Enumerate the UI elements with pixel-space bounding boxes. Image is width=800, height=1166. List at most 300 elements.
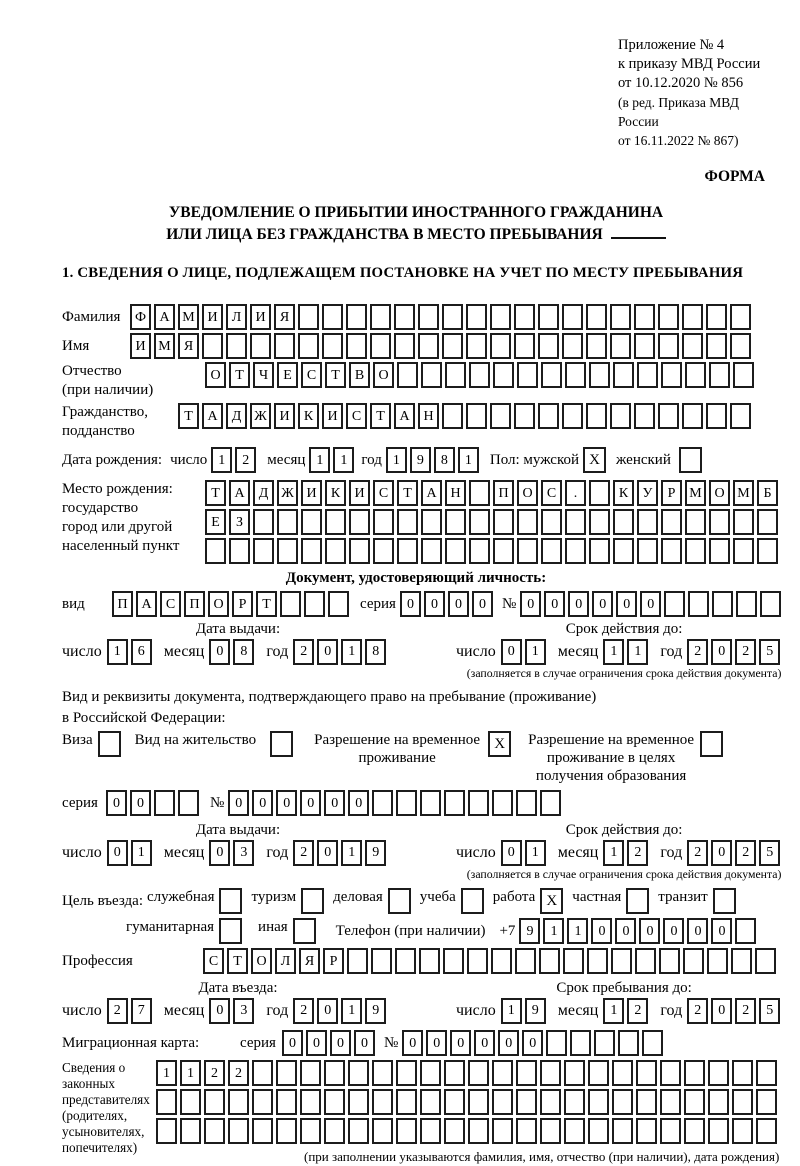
char-cell[interactable] [683, 948, 704, 974]
char-cell[interactable] [588, 1089, 609, 1115]
char-cell[interactable] [613, 362, 634, 388]
char-cell[interactable] [396, 1089, 417, 1115]
char-cell[interactable] [757, 538, 778, 564]
char-cell[interactable]: Т [256, 591, 277, 617]
char-cell[interactable]: 0 [424, 591, 445, 617]
char-cell[interactable]: О [373, 362, 394, 388]
char-cell[interactable] [396, 1060, 417, 1086]
char-cell[interactable] [730, 333, 751, 359]
char-cell[interactable] [755, 948, 776, 974]
char-cell[interactable]: 0 [592, 591, 613, 617]
char-cell[interactable]: 2 [627, 998, 648, 1024]
char-cell[interactable] [180, 1089, 201, 1115]
char-cell[interactable]: 2 [107, 998, 128, 1024]
char-cell[interactable] [540, 790, 561, 816]
char-cell[interactable]: 1 [567, 918, 588, 944]
char-cell[interactable]: 5 [759, 639, 780, 665]
char-cell[interactable]: 2 [627, 840, 648, 866]
char-cell[interactable]: Т [229, 362, 250, 388]
char-cell[interactable] [637, 362, 658, 388]
char-cell[interactable] [517, 509, 538, 535]
char-cell[interactable] [322, 333, 343, 359]
char-cell[interactable] [371, 948, 392, 974]
char-cell[interactable] [538, 403, 559, 429]
char-cell[interactable] [444, 1118, 465, 1144]
char-cell[interactable]: 0 [317, 639, 338, 665]
char-cell[interactable]: Л [275, 948, 296, 974]
char-cell[interactable]: И [250, 304, 271, 330]
char-cell[interactable]: 0 [501, 639, 522, 665]
char-cell[interactable]: Д [226, 403, 247, 429]
char-cell[interactable]: М [154, 333, 175, 359]
char-cell[interactable] [419, 948, 440, 974]
char-cell[interactable]: 0 [106, 790, 127, 816]
char-cell[interactable] [370, 304, 391, 330]
char-cell[interactable] [252, 1118, 273, 1144]
char-cell[interactable] [660, 1060, 681, 1086]
char-cell[interactable] [328, 591, 349, 617]
char-cell[interactable] [228, 1118, 249, 1144]
char-cell[interactable] [730, 304, 751, 330]
char-cell[interactable] [516, 1089, 537, 1115]
char-cell[interactable] [586, 403, 607, 429]
char-cell[interactable] [684, 1060, 705, 1086]
char-cell[interactable]: А [421, 480, 442, 506]
char-cell[interactable]: И [349, 480, 370, 506]
char-cell[interactable] [228, 1089, 249, 1115]
char-cell[interactable]: 9 [365, 840, 386, 866]
char-cell[interactable]: Д [253, 480, 274, 506]
char-cell[interactable] [348, 1089, 369, 1115]
char-cell[interactable]: П [493, 480, 514, 506]
char-cell[interactable] [514, 333, 535, 359]
char-cell[interactable] [684, 1089, 705, 1115]
char-cell[interactable]: 1 [627, 639, 648, 665]
char-cell[interactable]: Я [299, 948, 320, 974]
char-cell[interactable]: С [160, 591, 181, 617]
char-cell[interactable] [348, 1060, 369, 1086]
char-cell[interactable]: Н [418, 403, 439, 429]
char-cell[interactable]: И [301, 480, 322, 506]
char-cell[interactable]: 0 [472, 591, 493, 617]
char-cell[interactable]: 9 [519, 918, 540, 944]
char-cell[interactable] [204, 1089, 225, 1115]
char-cell[interactable] [642, 1030, 663, 1056]
char-cell[interactable] [418, 333, 439, 359]
char-cell[interactable] [467, 948, 488, 974]
char-cell[interactable]: 9 [525, 998, 546, 1024]
char-cell[interactable] [658, 304, 679, 330]
char-cell[interactable] [346, 304, 367, 330]
char-cell[interactable]: 0 [252, 790, 273, 816]
char-cell[interactable] [564, 1118, 585, 1144]
char-cell[interactable] [589, 538, 610, 564]
char-cell[interactable] [538, 304, 559, 330]
char-cell[interactable]: Ч [253, 362, 274, 388]
char-cell[interactable] [688, 591, 709, 617]
char-cell[interactable] [277, 509, 298, 535]
char-cell[interactable] [706, 403, 727, 429]
char-cell[interactable]: А [394, 403, 415, 429]
temp-residence-checkbox[interactable]: X [488, 731, 511, 757]
char-cell[interactable]: И [322, 403, 343, 429]
char-cell[interactable] [204, 1118, 225, 1144]
char-cell[interactable]: 0 [107, 840, 128, 866]
char-cell[interactable] [468, 1060, 489, 1086]
char-cell[interactable]: Т [205, 480, 226, 506]
char-cell[interactable]: 1 [156, 1060, 177, 1086]
purpose-tourism-checkbox[interactable] [301, 888, 324, 914]
char-cell[interactable] [660, 1089, 681, 1115]
char-cell[interactable]: Е [205, 509, 226, 535]
char-cell[interactable] [516, 1060, 537, 1086]
char-cell[interactable]: 0 [317, 998, 338, 1024]
char-cell[interactable] [706, 304, 727, 330]
char-cell[interactable]: 0 [348, 790, 369, 816]
char-cell[interactable] [491, 948, 512, 974]
char-cell[interactable]: К [325, 480, 346, 506]
char-cell[interactable] [564, 1089, 585, 1115]
char-cell[interactable]: Т [325, 362, 346, 388]
char-cell[interactable] [493, 538, 514, 564]
char-cell[interactable]: 0 [474, 1030, 495, 1056]
char-cell[interactable]: 1 [107, 639, 128, 665]
char-cell[interactable] [252, 1060, 273, 1086]
char-cell[interactable] [202, 333, 223, 359]
char-cell[interactable] [445, 538, 466, 564]
char-cell[interactable] [421, 509, 442, 535]
char-cell[interactable]: 1 [386, 447, 407, 473]
char-cell[interactable]: 2 [687, 840, 708, 866]
char-cell[interactable] [733, 509, 754, 535]
char-cell[interactable] [612, 1118, 633, 1144]
purpose-humanitarian-checkbox[interactable] [219, 918, 242, 944]
char-cell[interactable] [493, 362, 514, 388]
char-cell[interactable] [732, 1089, 753, 1115]
char-cell[interactable]: 0 [402, 1030, 423, 1056]
char-cell[interactable]: 0 [282, 1030, 303, 1056]
female-checkbox[interactable] [679, 447, 702, 473]
char-cell[interactable]: 1 [525, 840, 546, 866]
char-cell[interactable] [325, 538, 346, 564]
char-cell[interactable] [370, 333, 391, 359]
char-cell[interactable]: 1 [341, 840, 362, 866]
char-cell[interactable] [732, 1118, 753, 1144]
char-cell[interactable]: 1 [543, 918, 564, 944]
char-cell[interactable]: Т [370, 403, 391, 429]
char-cell[interactable] [565, 509, 586, 535]
char-cell[interactable] [492, 1089, 513, 1115]
char-cell[interactable] [540, 1118, 561, 1144]
char-cell[interactable]: 5 [759, 998, 780, 1024]
char-cell[interactable]: 0 [448, 591, 469, 617]
char-cell[interactable] [466, 403, 487, 429]
char-cell[interactable] [420, 1089, 441, 1115]
char-cell[interactable]: 1 [603, 840, 624, 866]
char-cell[interactable] [730, 403, 751, 429]
char-cell[interactable]: 0 [616, 591, 637, 617]
char-cell[interactable] [276, 1089, 297, 1115]
char-cell[interactable] [541, 538, 562, 564]
char-cell[interactable] [540, 1089, 561, 1115]
char-cell[interactable] [346, 333, 367, 359]
char-cell[interactable]: 7 [131, 998, 152, 1024]
char-cell[interactable]: Е [277, 362, 298, 388]
char-cell[interactable] [468, 1118, 489, 1144]
char-cell[interactable] [517, 362, 538, 388]
char-cell[interactable] [586, 333, 607, 359]
char-cell[interactable] [541, 362, 562, 388]
char-cell[interactable] [205, 538, 226, 564]
char-cell[interactable]: 9 [410, 447, 431, 473]
char-cell[interactable]: 8 [233, 639, 254, 665]
char-cell[interactable]: 1 [458, 447, 479, 473]
char-cell[interactable] [708, 1118, 729, 1144]
char-cell[interactable] [420, 1060, 441, 1086]
char-cell[interactable] [659, 948, 680, 974]
char-cell[interactable] [589, 480, 610, 506]
char-cell[interactable] [154, 790, 175, 816]
char-cell[interactable] [468, 790, 489, 816]
char-cell[interactable] [396, 1118, 417, 1144]
purpose-transit-checkbox[interactable] [713, 888, 736, 914]
char-cell[interactable] [418, 304, 439, 330]
char-cell[interactable]: 2 [735, 840, 756, 866]
char-cell[interactable] [634, 333, 655, 359]
char-cell[interactable] [276, 1118, 297, 1144]
char-cell[interactable]: О [709, 480, 730, 506]
char-cell[interactable] [349, 538, 370, 564]
char-cell[interactable]: 1 [525, 639, 546, 665]
char-cell[interactable]: О [251, 948, 272, 974]
char-cell[interactable] [612, 1060, 633, 1086]
char-cell[interactable] [442, 304, 463, 330]
char-cell[interactable] [396, 790, 417, 816]
char-cell[interactable]: Т [178, 403, 199, 429]
char-cell[interactable] [280, 591, 301, 617]
char-cell[interactable] [250, 333, 271, 359]
char-cell[interactable]: С [301, 362, 322, 388]
char-cell[interactable] [394, 304, 415, 330]
char-cell[interactable] [635, 948, 656, 974]
char-cell[interactable]: Ф [130, 304, 151, 330]
char-cell[interactable]: О [517, 480, 538, 506]
char-cell[interactable]: А [154, 304, 175, 330]
char-cell[interactable]: 1 [341, 639, 362, 665]
char-cell[interactable] [757, 509, 778, 535]
char-cell[interactable] [490, 333, 511, 359]
char-cell[interactable]: Р [661, 480, 682, 506]
char-cell[interactable]: Я [274, 304, 295, 330]
char-cell[interactable]: 2 [735, 998, 756, 1024]
char-cell[interactable] [445, 362, 466, 388]
char-cell[interactable] [661, 509, 682, 535]
char-cell[interactable]: 1 [341, 998, 362, 1024]
char-cell[interactable]: К [613, 480, 634, 506]
char-cell[interactable]: 0 [354, 1030, 375, 1056]
temp-residence-edu-checkbox[interactable] [700, 731, 723, 757]
char-cell[interactable]: 0 [640, 591, 661, 617]
char-cell[interactable]: С [346, 403, 367, 429]
char-cell[interactable] [442, 403, 463, 429]
char-cell[interactable]: У [637, 480, 658, 506]
char-cell[interactable] [756, 1060, 777, 1086]
char-cell[interactable] [493, 509, 514, 535]
char-cell[interactable]: А [229, 480, 250, 506]
male-checkbox[interactable]: X [583, 447, 606, 473]
char-cell[interactable] [298, 304, 319, 330]
char-cell[interactable]: 0 [520, 591, 541, 617]
char-cell[interactable]: И [130, 333, 151, 359]
purpose-other-checkbox[interactable] [293, 918, 316, 944]
char-cell[interactable]: 1 [501, 998, 522, 1024]
char-cell[interactable] [613, 538, 634, 564]
char-cell[interactable] [466, 304, 487, 330]
char-cell[interactable] [610, 403, 631, 429]
char-cell[interactable]: 2 [293, 998, 314, 1024]
char-cell[interactable]: 1 [180, 1060, 201, 1086]
char-cell[interactable]: 1 [131, 840, 152, 866]
char-cell[interactable] [514, 403, 535, 429]
char-cell[interactable] [539, 948, 560, 974]
char-cell[interactable] [324, 1060, 345, 1086]
char-cell[interactable] [610, 333, 631, 359]
char-cell[interactable] [610, 304, 631, 330]
char-cell[interactable]: О [208, 591, 229, 617]
char-cell[interactable] [226, 333, 247, 359]
char-cell[interactable]: Р [232, 591, 253, 617]
char-cell[interactable] [325, 509, 346, 535]
char-cell[interactable] [706, 333, 727, 359]
char-cell[interactable] [301, 509, 322, 535]
purpose-business-checkbox[interactable] [388, 888, 411, 914]
char-cell[interactable] [372, 790, 393, 816]
char-cell[interactable] [588, 1060, 609, 1086]
char-cell[interactable] [756, 1118, 777, 1144]
char-cell[interactable]: 2 [687, 639, 708, 665]
char-cell[interactable]: А [202, 403, 223, 429]
char-cell[interactable] [469, 509, 490, 535]
char-cell[interactable]: 0 [330, 1030, 351, 1056]
char-cell[interactable] [565, 362, 586, 388]
char-cell[interactable] [492, 1060, 513, 1086]
char-cell[interactable]: . [565, 480, 586, 506]
char-cell[interactable]: С [541, 480, 562, 506]
char-cell[interactable] [516, 1118, 537, 1144]
char-cell[interactable] [541, 509, 562, 535]
char-cell[interactable]: О [205, 362, 226, 388]
char-cell[interactable] [586, 304, 607, 330]
char-cell[interactable] [682, 403, 703, 429]
char-cell[interactable]: И [202, 304, 223, 330]
char-cell[interactable]: 5 [759, 840, 780, 866]
char-cell[interactable]: М [685, 480, 706, 506]
char-cell[interactable] [469, 538, 490, 564]
char-cell[interactable]: 0 [639, 918, 660, 944]
char-cell[interactable] [756, 1089, 777, 1115]
char-cell[interactable]: 0 [450, 1030, 471, 1056]
char-cell[interactable] [274, 333, 295, 359]
char-cell[interactable]: 0 [209, 639, 230, 665]
char-cell[interactable] [562, 333, 583, 359]
char-cell[interactable] [570, 1030, 591, 1056]
char-cell[interactable]: А [136, 591, 157, 617]
char-cell[interactable]: Ж [277, 480, 298, 506]
char-cell[interactable] [347, 948, 368, 974]
char-cell[interactable]: 0 [324, 790, 345, 816]
char-cell[interactable]: Я [178, 333, 199, 359]
char-cell[interactable] [733, 362, 754, 388]
purpose-official-checkbox[interactable] [219, 888, 242, 914]
char-cell[interactable]: 2 [204, 1060, 225, 1086]
char-cell[interactable] [636, 1118, 657, 1144]
purpose-work-checkbox[interactable]: X [540, 888, 563, 914]
char-cell[interactable] [300, 1118, 321, 1144]
char-cell[interactable]: 0 [501, 840, 522, 866]
char-cell[interactable] [178, 790, 199, 816]
char-cell[interactable]: Н [445, 480, 466, 506]
char-cell[interactable]: Т [397, 480, 418, 506]
char-cell[interactable] [373, 538, 394, 564]
char-cell[interactable] [661, 362, 682, 388]
char-cell[interactable] [180, 1118, 201, 1144]
char-cell[interactable] [634, 403, 655, 429]
char-cell[interactable] [490, 304, 511, 330]
char-cell[interactable] [444, 1060, 465, 1086]
char-cell[interactable] [563, 948, 584, 974]
char-cell[interactable] [514, 304, 535, 330]
char-cell[interactable] [709, 538, 730, 564]
char-cell[interactable]: 0 [591, 918, 612, 944]
char-cell[interactable]: 1 [211, 447, 232, 473]
char-cell[interactable] [636, 1060, 657, 1086]
char-cell[interactable]: М [733, 480, 754, 506]
char-cell[interactable]: 2 [735, 639, 756, 665]
char-cell[interactable] [664, 591, 685, 617]
char-cell[interactable]: 8 [434, 447, 455, 473]
char-cell[interactable] [546, 1030, 567, 1056]
char-cell[interactable] [444, 790, 465, 816]
char-cell[interactable]: П [184, 591, 205, 617]
char-cell[interactable] [277, 538, 298, 564]
char-cell[interactable] [397, 362, 418, 388]
char-cell[interactable] [736, 591, 757, 617]
char-cell[interactable] [707, 948, 728, 974]
char-cell[interactable]: 2 [687, 998, 708, 1024]
char-cell[interactable] [618, 1030, 639, 1056]
char-cell[interactable]: 0 [687, 918, 708, 944]
char-cell[interactable]: 0 [228, 790, 249, 816]
char-cell[interactable]: 1 [603, 998, 624, 1024]
char-cell[interactable] [594, 1030, 615, 1056]
char-cell[interactable] [735, 918, 756, 944]
char-cell[interactable] [445, 509, 466, 535]
char-cell[interactable] [229, 538, 250, 564]
char-cell[interactable]: С [373, 480, 394, 506]
char-cell[interactable]: Р [323, 948, 344, 974]
char-cell[interactable] [733, 538, 754, 564]
char-cell[interactable] [612, 1089, 633, 1115]
residence-permit-checkbox[interactable] [270, 731, 293, 757]
char-cell[interactable]: 2 [293, 639, 314, 665]
char-cell[interactable] [372, 1118, 393, 1144]
char-cell[interactable]: 3 [233, 840, 254, 866]
purpose-study-checkbox[interactable] [461, 888, 484, 914]
char-cell[interactable] [517, 538, 538, 564]
char-cell[interactable] [538, 333, 559, 359]
char-cell[interactable] [564, 1060, 585, 1086]
char-cell[interactable]: 0 [568, 591, 589, 617]
